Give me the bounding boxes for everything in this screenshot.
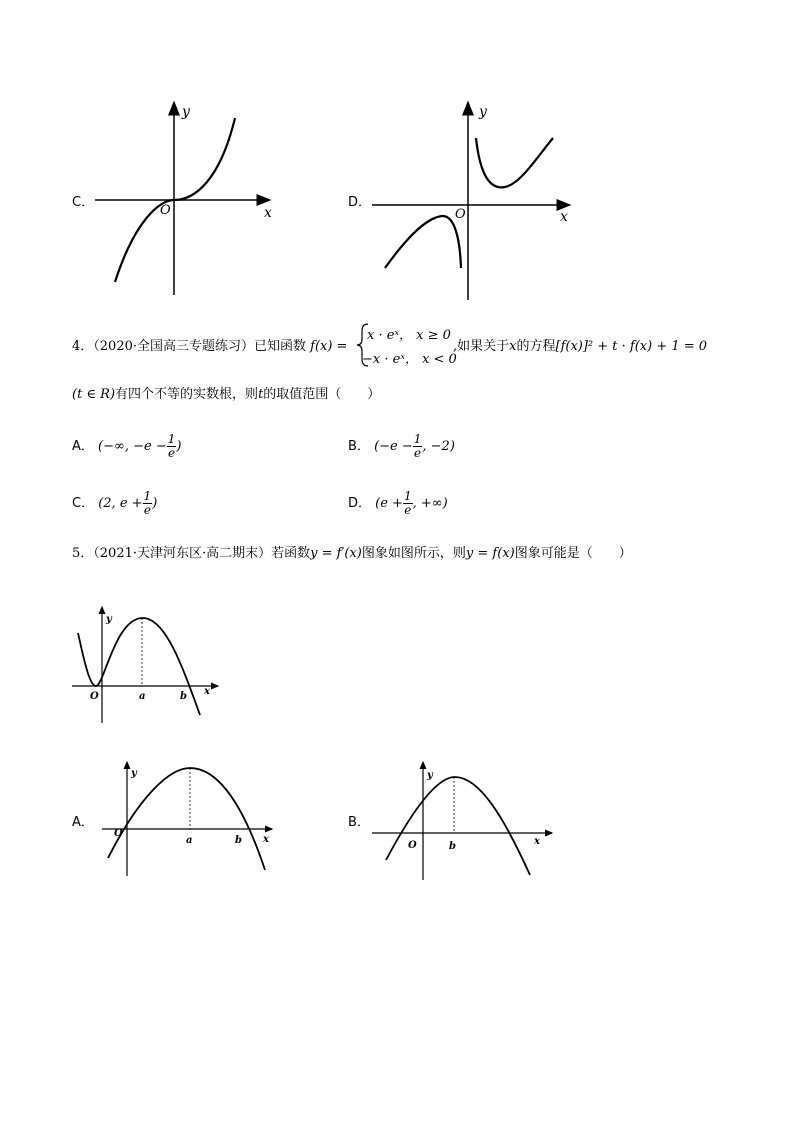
question-number: 5． (72, 546, 94, 561)
piecewise-case-1: x · eˣ， x ≥ 0 (367, 328, 451, 343)
function-expr: y = f(x) (465, 546, 515, 561)
variable-t: t (258, 387, 264, 402)
origin-label: O (455, 207, 466, 222)
svg-text:x: x (204, 686, 210, 697)
question-4-line1 (72, 338, 347, 356)
x-label: x (264, 205, 272, 221)
svg-text:O: O (408, 840, 417, 851)
q5-option-b-graph (370, 760, 560, 885)
question-source: （2020·全国高三专题练习）已知函数 (93, 339, 306, 354)
svg-text:b: b (449, 841, 456, 852)
q4-option-d[interactable]: D． (e + $\frac{1}{e}$ , +∞) (348, 489, 448, 517)
x-label: x (560, 209, 568, 225)
svg-text:y: y (106, 614, 112, 625)
question-source: （2021·天津河东区·高二期末）若函数 (93, 546, 311, 561)
option-c-label[interactable]: C． (72, 195, 95, 210)
svg-text:a: a (139, 691, 146, 702)
equation: [f(x)]² + t · f(x) + 1 = 0 (555, 339, 708, 354)
question-5-stem: 5．（2021·天津河东区·高二期末）若函数y = f′(x)图象如图所示，则y = f(x)图象可能是（ ） (72, 546, 632, 561)
function-name: f(x) = (310, 339, 348, 354)
piecewise-case-2: −x · eˣ， x < 0 (362, 352, 457, 367)
svg-text:O: O (90, 691, 99, 702)
svg-text:b: b (180, 691, 187, 702)
question-4-line2: (t ∈ R)有四个不等的实数根，则t的取值范围（ ） (72, 387, 381, 402)
q4-option-b[interactable]: B． (−e − $\frac{1}{e}$ , −2) (348, 432, 455, 460)
q4-option-a[interactable]: A． (−∞, −e − $\frac{1}{e}$ ) (72, 432, 182, 460)
svg-text:x: x (263, 834, 269, 845)
curve-left (385, 216, 461, 268)
origin-label: O (160, 203, 171, 218)
option-d-label[interactable]: D． (348, 195, 372, 210)
svg-text:x: x (534, 836, 540, 847)
q5-option-a-label[interactable]: A． (72, 815, 94, 830)
condition: (t ∈ R) (72, 387, 116, 402)
svg-text:y: y (131, 768, 137, 779)
curve-right (476, 138, 553, 187)
svg-text:y: y (427, 770, 433, 781)
q5-option-a-graph (100, 760, 280, 880)
q4-option-c[interactable]: C． (2, e + $\frac{1}{e}$ ) (72, 489, 158, 517)
derivative-graph (70, 605, 230, 730)
y-label: y (479, 104, 487, 120)
svg-text:O: O (114, 828, 123, 839)
question-number: 4． (72, 339, 94, 354)
question-4-line1-tail: ,如果关于x的方程[f(x)]² + t · f(x) + 1 = 0 (453, 339, 708, 354)
option-d-graph (370, 100, 580, 305)
y-label: y (182, 104, 190, 120)
option-c-graph (90, 100, 290, 300)
variable-x: x (509, 339, 517, 354)
svg-text:b: b (235, 835, 242, 846)
q5-option-b-label[interactable]: B． (348, 815, 370, 830)
derivative-expr: y = f′(x) (310, 546, 362, 561)
svg-text:a: a (186, 835, 193, 846)
